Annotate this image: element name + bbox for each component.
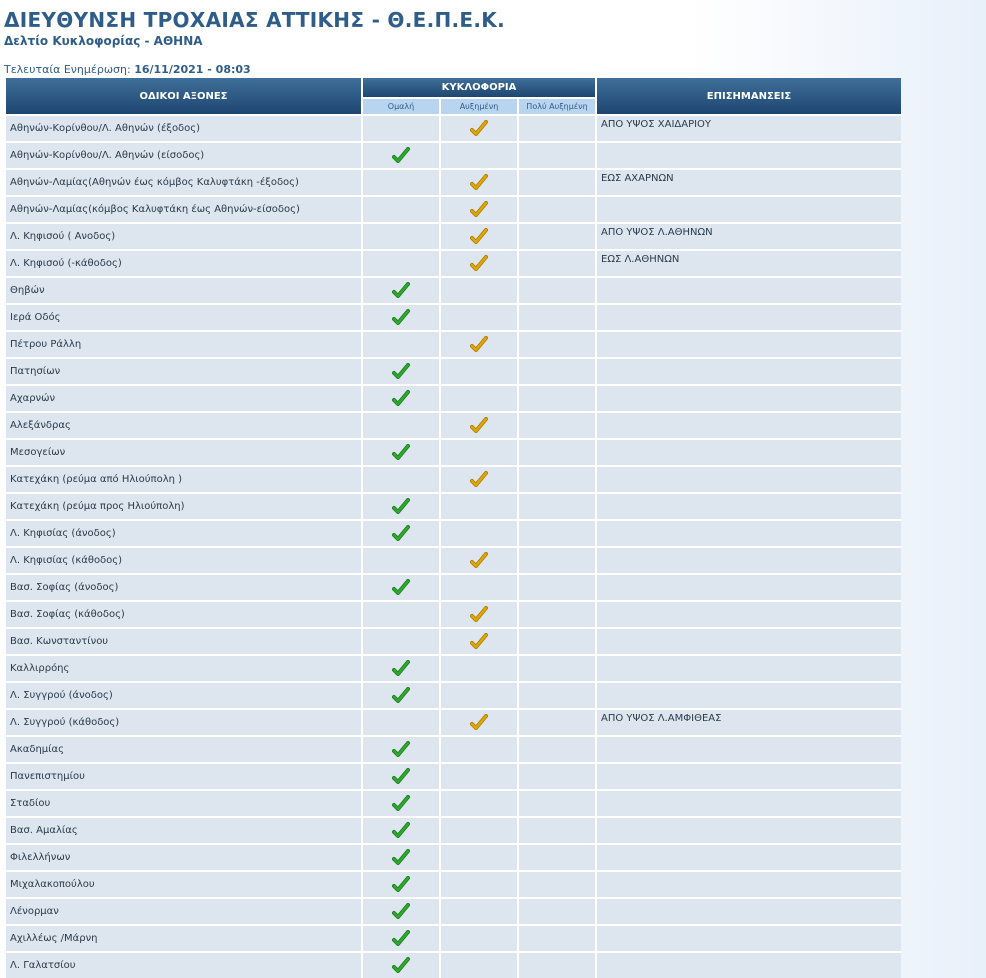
road-axis-name: Λ. Συγγρού (κάθοδος) xyxy=(6,708,361,735)
traffic-very-increased-cell xyxy=(519,816,595,843)
check-icon xyxy=(392,795,410,813)
traffic-normal-cell xyxy=(363,735,439,762)
table-row xyxy=(6,708,901,735)
table-row xyxy=(6,573,901,600)
check-icon xyxy=(392,849,410,867)
road-axis-name: Αθηνών-Λαμίας(Αθηνών έως κόμβος Καλυφτάκη -έξοδος) xyxy=(6,168,361,195)
traffic-normal-cell xyxy=(363,384,439,411)
traffic-very-increased-cell xyxy=(519,789,595,816)
road-note xyxy=(597,195,901,222)
road-axis-name: Καλλιρρόης xyxy=(6,654,361,681)
traffic-very-increased-cell xyxy=(519,330,595,357)
traffic-very-increased-cell xyxy=(519,411,595,438)
check-icon xyxy=(392,876,410,894)
check-icon xyxy=(392,363,410,381)
traffic-very-increased-cell xyxy=(519,357,595,384)
last-updated-value: 16/11/2021 - 08:03 xyxy=(134,63,251,76)
traffic-very-increased-cell xyxy=(519,249,595,276)
traffic-increased-cell xyxy=(441,924,517,951)
traffic-very-increased-cell xyxy=(519,492,595,519)
table-row xyxy=(6,330,901,357)
traffic-very-increased-cell xyxy=(519,600,595,627)
level-normal-header: Ομαλή xyxy=(363,97,439,114)
level-increased-header: Αυξημένη xyxy=(441,97,517,114)
road-axis-name: Λ. Συγγρού (άνοδος) xyxy=(6,681,361,708)
check-icon xyxy=(470,417,488,435)
table-row xyxy=(6,114,901,141)
road-note: ΕΩΣ Λ.ΑΘΗΝΩΝ xyxy=(597,249,901,276)
road-axis-name: Λ. Κηφισίας (άνοδος) xyxy=(6,519,361,546)
traffic-increased-cell xyxy=(441,816,517,843)
road-axis-name: Αθηνών-Κορίνθου/Λ. Αθηνών (έξοδος) xyxy=(6,114,361,141)
table-row xyxy=(6,681,901,708)
road-axis-name: Αχαρνών xyxy=(6,384,361,411)
road-note xyxy=(597,681,901,708)
road-note xyxy=(597,492,901,519)
traffic-increased-cell xyxy=(441,249,517,276)
traffic-increased-cell xyxy=(441,303,517,330)
traffic-normal-cell xyxy=(363,762,439,789)
traffic-very-increased-cell xyxy=(519,195,595,222)
table-row xyxy=(6,303,901,330)
table-row xyxy=(6,438,901,465)
traffic-increased-cell xyxy=(441,951,517,978)
table-row xyxy=(6,384,901,411)
traffic-increased-cell xyxy=(441,789,517,816)
traffic-normal-cell xyxy=(363,870,439,897)
road-note xyxy=(597,357,901,384)
traffic-very-increased-cell xyxy=(519,519,595,546)
traffic-very-increased-cell xyxy=(519,627,595,654)
road-note: ΑΠΟ ΥΨΟΣ ΧΑΙΔΑΡΙΟΥ xyxy=(597,114,901,141)
check-icon xyxy=(470,336,488,354)
traffic-increased-cell xyxy=(441,654,517,681)
page-subtitle: Δελτίο Κυκλοφορίας - ΑΘΗΝΑ xyxy=(4,34,203,48)
check-icon xyxy=(470,606,488,624)
traffic-normal-cell xyxy=(363,330,439,357)
traffic-very-increased-cell xyxy=(519,438,595,465)
check-icon xyxy=(470,255,488,273)
traffic-very-increased-cell xyxy=(519,141,595,168)
check-icon xyxy=(392,660,410,678)
road-note xyxy=(597,411,901,438)
road-note xyxy=(597,465,901,492)
road-axis-name: Πατησίων xyxy=(6,357,361,384)
traffic-increased-cell xyxy=(441,843,517,870)
table-row xyxy=(6,762,901,789)
table-row xyxy=(6,519,901,546)
road-note xyxy=(597,654,901,681)
traffic-normal-cell xyxy=(363,492,439,519)
road-axis-name: Μεσογείων xyxy=(6,438,361,465)
page-title: ΔΙΕΥΘΥΝΣΗ ΤΡΟΧΑΙΑΣ ΑΤΤΙΚΗΣ - Θ.Ε.Π.Ε.Κ. xyxy=(4,8,505,32)
road-note xyxy=(597,735,901,762)
traffic-very-increased-cell xyxy=(519,384,595,411)
road-axis-name: Αθηνών-Λαμίας(κόμβος Καλυφτάκη έως Αθηνών-είσοδος) xyxy=(6,195,361,222)
traffic-normal-cell xyxy=(363,357,439,384)
road-axis-name: Μιχαλακοπούλου xyxy=(6,870,361,897)
traffic-rows xyxy=(6,114,901,978)
road-axis-name: Ιερά Οδός xyxy=(6,303,361,330)
last-updated xyxy=(4,63,251,76)
traffic-increased-cell xyxy=(441,735,517,762)
traffic-very-increased-cell xyxy=(519,870,595,897)
check-icon xyxy=(392,498,410,516)
road-note xyxy=(597,924,901,951)
traffic-normal-cell xyxy=(363,654,439,681)
traffic-normal-cell xyxy=(363,222,439,249)
traffic-very-increased-cell xyxy=(519,114,595,141)
traffic-very-increased-cell xyxy=(519,762,595,789)
road-axis-name: Φιλελλήνων xyxy=(6,843,361,870)
traffic-very-increased-cell xyxy=(519,951,595,978)
table-row xyxy=(6,546,901,573)
traffic-increased-cell xyxy=(441,627,517,654)
road-note: ΑΠΟ ΥΨΟΣ Λ.ΑΜΦΙΘΕΑΣ xyxy=(597,708,901,735)
traffic-normal-cell xyxy=(363,573,439,600)
traffic-very-increased-cell xyxy=(519,681,595,708)
road-note xyxy=(597,546,901,573)
table-row xyxy=(6,654,901,681)
traffic-normal-cell xyxy=(363,114,439,141)
check-icon xyxy=(392,903,410,921)
traffic-increased-cell xyxy=(441,141,517,168)
check-icon xyxy=(470,120,488,138)
traffic-very-increased-cell xyxy=(519,924,595,951)
road-axis-name: Κατεχάκη (ρεύμα προς Ηλιούπολη) xyxy=(6,492,361,519)
road-axis-name: Θηβών xyxy=(6,276,361,303)
road-axis-name: Αλεξάνδρας xyxy=(6,411,361,438)
traffic-increased-cell xyxy=(441,411,517,438)
traffic-normal-cell xyxy=(363,708,439,735)
check-icon xyxy=(392,525,410,543)
traffic-normal-cell xyxy=(363,276,439,303)
road-axis-name: Βασ. Αμαλίας xyxy=(6,816,361,843)
road-axis-name: Αχιλλέως /Μάρνη xyxy=(6,924,361,951)
road-axis-name: Λ. Κηφισίας (κάθοδος) xyxy=(6,546,361,573)
traffic-increased-cell xyxy=(441,708,517,735)
column-header-axes: ΟΔΙΚΟΙ ΑΞΟΝΕΣ xyxy=(6,78,361,114)
road-note: ΑΠΟ ΥΨΟΣ Λ.ΑΘΗΝΩΝ xyxy=(597,222,901,249)
road-note xyxy=(597,843,901,870)
road-axis-name: Ακαδημίας xyxy=(6,735,361,762)
check-icon xyxy=(392,147,410,165)
traffic-very-increased-cell xyxy=(519,735,595,762)
table-row xyxy=(6,924,901,951)
road-axis-name: Λ. Κηφισού (-κάθοδος) xyxy=(6,249,361,276)
traffic-normal-cell xyxy=(363,681,439,708)
traffic-normal-cell xyxy=(363,789,439,816)
road-note xyxy=(597,789,901,816)
table-row xyxy=(6,627,901,654)
road-note xyxy=(597,951,901,978)
traffic-very-increased-cell xyxy=(519,708,595,735)
traffic-increased-cell xyxy=(441,357,517,384)
column-header-notes: ΕΠΙΣΗΜΑΝΣΕΙΣ xyxy=(597,78,901,114)
road-note xyxy=(597,573,901,600)
traffic-very-increased-cell xyxy=(519,546,595,573)
table-row xyxy=(6,141,901,168)
road-axis-name: Βασ. Σοφίας (κάθοδος) xyxy=(6,600,361,627)
road-note xyxy=(597,303,901,330)
road-axis-name: Βασ. Κωνσταντίνου xyxy=(6,627,361,654)
traffic-normal-cell xyxy=(363,600,439,627)
check-icon xyxy=(470,201,488,219)
road-note xyxy=(597,600,901,627)
traffic-increased-cell xyxy=(441,276,517,303)
traffic-increased-cell xyxy=(441,546,517,573)
last-updated-label: Τελευταία Ενημέρωση: xyxy=(4,63,131,76)
traffic-increased-cell xyxy=(441,762,517,789)
traffic-very-increased-cell xyxy=(519,168,595,195)
check-icon xyxy=(392,930,410,948)
traffic-normal-cell xyxy=(363,546,439,573)
traffic-normal-cell xyxy=(363,141,439,168)
traffic-increased-cell xyxy=(441,681,517,708)
traffic-very-increased-cell xyxy=(519,843,595,870)
traffic-increased-cell xyxy=(441,600,517,627)
check-icon xyxy=(392,444,410,462)
traffic-very-increased-cell xyxy=(519,654,595,681)
check-icon xyxy=(392,687,410,705)
road-note xyxy=(597,627,901,654)
road-note xyxy=(597,141,901,168)
traffic-increased-cell xyxy=(441,384,517,411)
traffic-increased-cell xyxy=(441,897,517,924)
road-axis-name: Αθηνών-Κορίνθου/Λ. Αθηνών (είσοδος) xyxy=(6,141,361,168)
traffic-increased-cell xyxy=(441,492,517,519)
table-row xyxy=(6,465,901,492)
check-icon xyxy=(392,741,410,759)
table-row xyxy=(6,222,901,249)
traffic-normal-cell xyxy=(363,897,439,924)
road-axis-name: Κατεχάκη (ρεύμα από Ηλιούπολη ) xyxy=(6,465,361,492)
traffic-very-increased-cell xyxy=(519,465,595,492)
table-row xyxy=(6,789,901,816)
road-note: ΕΩΣ ΑΧΑΡΝΩΝ xyxy=(597,168,901,195)
road-axis-name: Βασ. Σοφίας (άνοδος) xyxy=(6,573,361,600)
traffic-increased-cell xyxy=(441,573,517,600)
table-row xyxy=(6,276,901,303)
check-icon xyxy=(470,552,488,570)
level-very-increased-header: Πολύ Αυξημένη xyxy=(519,97,595,114)
traffic-normal-cell xyxy=(363,519,439,546)
column-header-traffic: ΚΥΚΛΟΦΟΡΙΑ xyxy=(363,78,595,97)
road-note xyxy=(597,762,901,789)
traffic-very-increased-cell xyxy=(519,897,595,924)
check-icon xyxy=(392,579,410,597)
traffic-very-increased-cell xyxy=(519,222,595,249)
road-note xyxy=(597,816,901,843)
check-icon xyxy=(470,174,488,192)
traffic-normal-cell xyxy=(363,195,439,222)
table-row xyxy=(6,249,901,276)
traffic-normal-cell xyxy=(363,924,439,951)
road-axis-name: Λ. Κηφισού ( Ανοδος) xyxy=(6,222,361,249)
check-icon xyxy=(392,957,410,975)
traffic-very-increased-cell xyxy=(519,303,595,330)
check-icon xyxy=(392,282,410,300)
check-icon xyxy=(470,471,488,489)
road-note xyxy=(597,330,901,357)
table-row xyxy=(6,951,901,978)
road-note xyxy=(597,384,901,411)
traffic-normal-cell xyxy=(363,843,439,870)
traffic-increased-cell xyxy=(441,330,517,357)
check-icon xyxy=(392,390,410,408)
traffic-increased-cell xyxy=(441,195,517,222)
table-row xyxy=(6,735,901,762)
traffic-very-increased-cell xyxy=(519,276,595,303)
table-row xyxy=(6,816,901,843)
traffic-increased-cell xyxy=(441,168,517,195)
check-icon xyxy=(470,714,488,732)
table-row xyxy=(6,600,901,627)
road-axis-name: Λ. Γαλατσίου xyxy=(6,951,361,978)
traffic-normal-cell xyxy=(363,438,439,465)
table-row xyxy=(6,195,901,222)
road-note xyxy=(597,870,901,897)
road-note xyxy=(597,438,901,465)
traffic-normal-cell xyxy=(363,951,439,978)
table-row xyxy=(6,168,901,195)
table-row xyxy=(6,897,901,924)
check-icon xyxy=(470,228,488,246)
traffic-normal-cell xyxy=(363,249,439,276)
road-note xyxy=(597,897,901,924)
traffic-increased-cell xyxy=(441,519,517,546)
traffic-increased-cell xyxy=(441,870,517,897)
traffic-normal-cell xyxy=(363,627,439,654)
road-axis-name: Σταδίου xyxy=(6,789,361,816)
table-row xyxy=(6,843,901,870)
table-row xyxy=(6,870,901,897)
traffic-normal-cell xyxy=(363,465,439,492)
road-axis-name: Λένορμαν xyxy=(6,897,361,924)
table-row xyxy=(6,411,901,438)
road-note xyxy=(597,519,901,546)
traffic-normal-cell xyxy=(363,816,439,843)
traffic-table xyxy=(4,78,903,978)
road-axis-name: Πέτρου Ράλλη xyxy=(6,330,361,357)
traffic-normal-cell xyxy=(363,411,439,438)
table-row xyxy=(6,357,901,384)
check-icon xyxy=(392,768,410,786)
traffic-normal-cell xyxy=(363,168,439,195)
traffic-increased-cell xyxy=(441,222,517,249)
traffic-increased-cell xyxy=(441,114,517,141)
check-icon xyxy=(470,633,488,651)
traffic-very-increased-cell xyxy=(519,573,595,600)
check-icon xyxy=(392,309,410,327)
traffic-increased-cell xyxy=(441,465,517,492)
traffic-normal-cell xyxy=(363,303,439,330)
road-note xyxy=(597,276,901,303)
road-axis-name: Πανεπιστημίου xyxy=(6,762,361,789)
table-row xyxy=(6,492,901,519)
traffic-increased-cell xyxy=(441,438,517,465)
check-icon xyxy=(392,822,410,840)
